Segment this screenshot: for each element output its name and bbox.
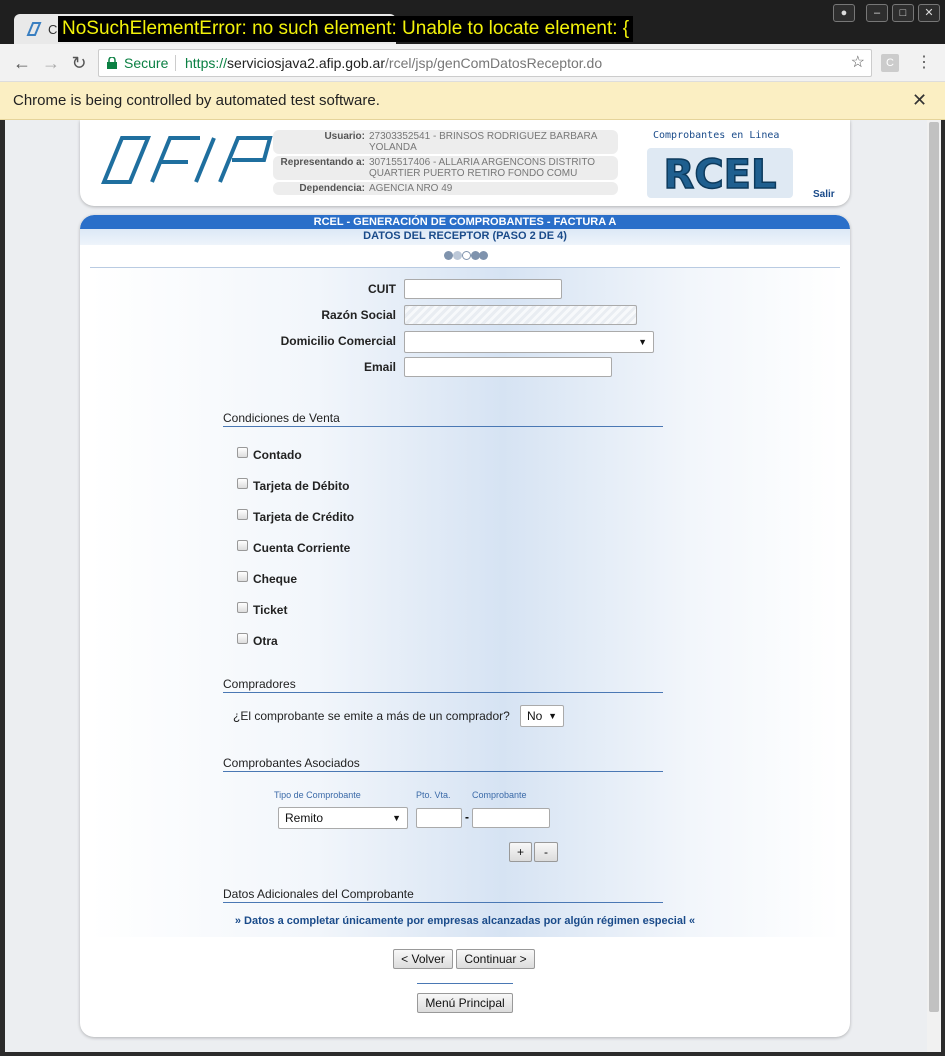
form-title-line1: RCEL - GENERACIÓN DE COMPROBANTES - FACTURA A: [80, 215, 850, 229]
tarjeta-debito-label: Tarjeta de Débito: [253, 479, 350, 493]
infobar-close-icon[interactable]: ✕: [912, 90, 928, 110]
add-comprobante-button[interactable]: +: [509, 842, 532, 862]
compradores-question: ¿El comprobante se emite a más de un comprador?: [233, 709, 510, 723]
contado-checkbox[interactable]: [237, 447, 248, 458]
chevron-down-icon: ▼: [392, 813, 401, 823]
extension-icon[interactable]: C: [881, 54, 899, 72]
dependencia-row: [273, 182, 618, 195]
automation-infobar: [0, 82, 945, 120]
email-input[interactable]: [404, 357, 612, 377]
tipo-comprobante-select[interactable]: [278, 807, 408, 829]
chevron-down-icon: ▼: [548, 711, 557, 721]
tarjeta-credito-label: Tarjeta de Crédito: [253, 510, 355, 524]
afip-logo: [100, 134, 276, 186]
user-info: [273, 130, 618, 197]
actions-divider: [417, 983, 513, 984]
step-dot-1: [444, 251, 453, 260]
url-text: [185, 50, 602, 76]
cuit-label: CUIT: [368, 282, 396, 296]
tab-title: C: [48, 22, 58, 37]
salir-link[interactable]: Salir: [813, 189, 835, 200]
step-dot-5: [479, 251, 488, 260]
omnibox-divider: [175, 55, 176, 71]
asociados-title: Comprobantes Asociados: [223, 756, 663, 772]
menu-principal-button[interactable]: Menú Principal: [417, 993, 513, 1013]
error-overlay: NoSuchElementError: no such element: Unable to locate element: {: [58, 16, 633, 42]
cuenta-corriente-checkbox[interactable]: [237, 540, 248, 551]
domicilio-label: Domicilio Comercial: [280, 334, 396, 348]
forward-button[interactable]: →: [42, 53, 60, 73]
cheque-label: Cheque: [253, 572, 298, 586]
afip-header: [80, 120, 850, 206]
form-title: [80, 215, 850, 245]
represent-value: 30715517406 - ALLARIA ARGENCONS DISTRITO QUARTIER PUERTO RETIRO FONDO COMU: [369, 157, 596, 179]
reload-button[interactable]: ↻: [71, 53, 87, 73]
compradores-title: Compradores: [223, 677, 663, 693]
page-scrollbar[interactable]: [927, 120, 941, 1052]
url-path: /rcel/jsp/genComDatosReceptor.do: [385, 55, 603, 71]
pto-vta-header: Pto. Vta.: [416, 790, 451, 800]
razon-social-label: Razón Social: [321, 308, 396, 322]
otra-checkbox[interactable]: [237, 633, 248, 644]
ticket-label: Ticket: [253, 603, 288, 617]
email-label: Email: [363, 360, 396, 374]
condiciones-title: Condiciones de Venta: [223, 411, 663, 427]
tipo-comprobante-header: Tipo de Comprobante: [274, 790, 361, 800]
dependencia-label: Dependencia:: [299, 183, 365, 194]
represent-label: Representando a:: [280, 157, 365, 168]
continuar-button[interactable]: Continuar >: [456, 949, 535, 969]
cheque-checkbox[interactable]: [237, 571, 248, 582]
tarjeta-debito-checkbox[interactable]: [237, 478, 248, 489]
user-row: [273, 130, 618, 154]
comprobante-header: Comprobante: [472, 790, 527, 800]
adicionales-title: Datos Adicionales del Comprobante: [223, 887, 663, 903]
compradores-select[interactable]: [520, 705, 564, 727]
main-form-card: [80, 215, 850, 1037]
user-label: Usuario:: [324, 131, 365, 142]
chevron-down-icon: ▼: [638, 337, 647, 347]
step-indicator: [444, 251, 488, 261]
datos-adicionales-link[interactable]: » Datos a completar únicamente por empresas alcanzadas por algún régimen especial «: [234, 915, 696, 927]
close-window-button[interactable]: ✕: [918, 4, 940, 22]
form-title-line2: DATOS DEL RECEPTOR (PASO 2 DE 4): [80, 229, 850, 245]
otra-label: Otra: [253, 634, 278, 648]
infobar-text: Chrome is being controlled by automated test software.: [13, 92, 380, 109]
lock-icon: [107, 57, 117, 69]
rcel-subtitle: Comprobantes en Linea: [653, 130, 780, 141]
afip-favicon-icon: [26, 21, 42, 37]
minimize-button[interactable]: –: [866, 4, 888, 22]
volver-button[interactable]: < Volver: [393, 949, 453, 969]
url-host: serviciosjava2.afip.gob.ar: [227, 55, 386, 71]
tarjeta-credito-checkbox[interactable]: [237, 509, 248, 520]
user-value: 27303352541 - BRINSOS RODRIGUEZ BARBARA YOLANDA: [369, 131, 597, 153]
remove-comprobante-button[interactable]: -: [534, 842, 558, 862]
rcel-brand: [645, 130, 795, 200]
browser-titlebar: [0, 0, 945, 44]
razon-social-input: [404, 305, 637, 325]
page-viewport: [5, 120, 927, 1052]
comprobante-input[interactable]: [472, 808, 550, 828]
ticket-checkbox[interactable]: [237, 602, 248, 613]
svg-text:RCEL: RCEL: [663, 152, 777, 198]
secure-label: Secure: [124, 55, 169, 71]
maximize-button[interactable]: □: [892, 4, 914, 22]
address-bar[interactable]: [98, 49, 872, 77]
contado-label: Contado: [253, 448, 302, 462]
tipo-comprobante-value: Remito: [285, 811, 324, 825]
represent-row: [273, 156, 618, 180]
browser-toolbar: [0, 44, 945, 82]
rcel-logo: [645, 144, 795, 202]
step-dot-3: [462, 251, 471, 260]
step-dot-2: [453, 251, 462, 260]
back-button[interactable]: ←: [13, 53, 31, 73]
chrome-menu-icon[interactable]: ⋮: [916, 54, 932, 71]
domicilio-select[interactable]: [404, 331, 654, 353]
compradores-value: No: [527, 709, 543, 723]
dependencia-value: AGENCIA NRO 49: [369, 183, 453, 194]
profile-icon[interactable]: ●: [833, 4, 855, 22]
dash-separator: -: [465, 810, 469, 824]
scrollbar-thumb[interactable]: [929, 122, 939, 1012]
cuenta-corriente-label: Cuenta Corriente: [253, 541, 351, 555]
cuit-input[interactable]: [404, 279, 562, 299]
bookmark-star-icon[interactable]: ☆: [850, 54, 865, 71]
url-scheme: https://: [185, 55, 228, 71]
pto-vta-input[interactable]: [416, 808, 462, 828]
